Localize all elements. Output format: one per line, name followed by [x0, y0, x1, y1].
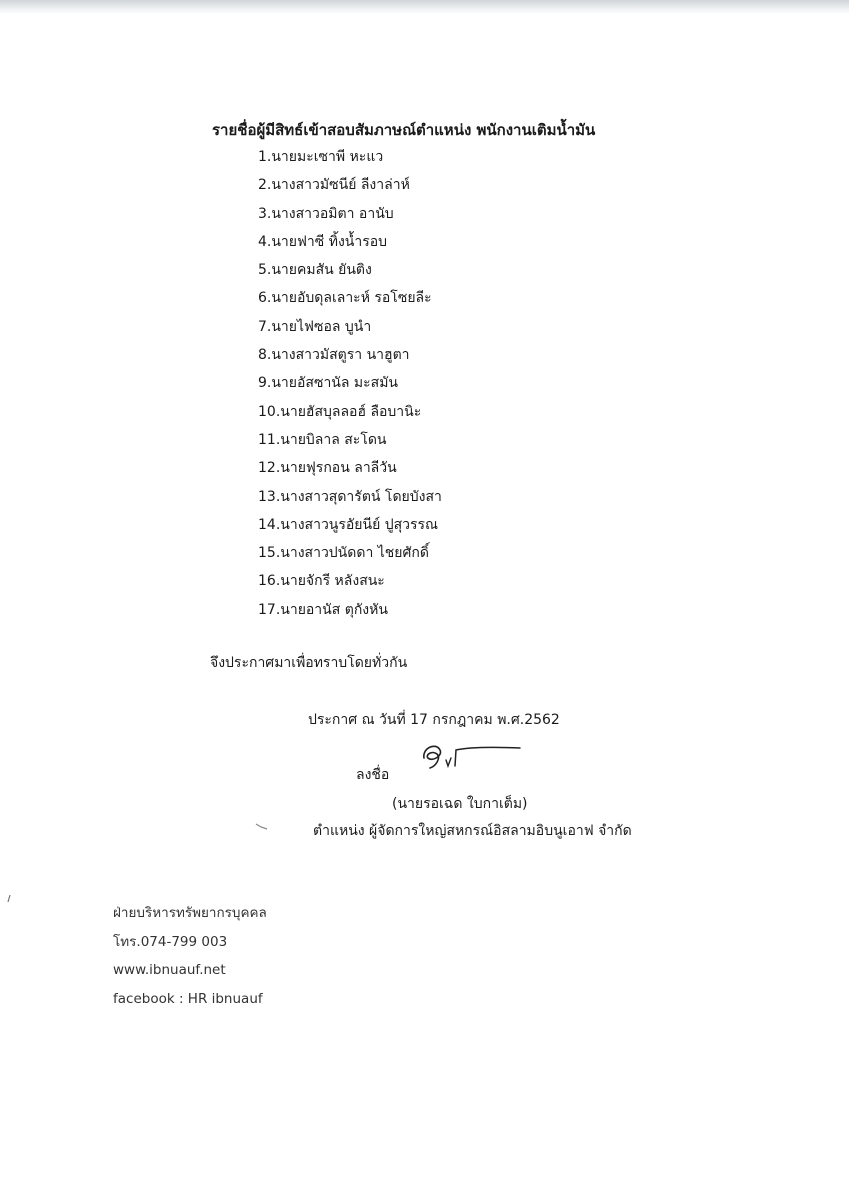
candidate-item: 16.นายจักรี หลังสนะ: [258, 573, 385, 590]
candidate-item: 12.นายฟุรกอน ลาลีวัน: [258, 460, 397, 477]
contact-footer: [113, 903, 267, 1017]
candidate-item: 3.นางสาวอมิตา อานับ: [258, 205, 394, 222]
candidate-item: 9.นายอัสซานัล มะสมัน: [258, 375, 398, 392]
ink-speck: [255, 822, 269, 832]
candidate-item: 11.นายบิลาล สะโดน: [258, 431, 387, 448]
scan-edge-shadow: [0, 0, 849, 14]
footer-department: ฝ่ายบริหารทรัพยากรบุคคล: [113, 905, 267, 921]
candidate-item: 10.นายฮัสบุลลอฮ์ ลือบานิะ: [258, 403, 422, 420]
candidate-item: 4.นายฟาซี ทิ้งน้ำรอบ: [258, 233, 388, 250]
footer-website: www.ibnuauf.net: [113, 962, 226, 978]
candidate-item: 7.นายไฟซอล บูนำ: [258, 318, 372, 335]
candidate-item: 14.นางสาวนูรอัยนีย์ ปูสุวรรณ: [258, 516, 439, 533]
candidate-item: 2.นางสาวมัซนีย์ ลีงาล่าห์: [258, 177, 410, 194]
announcement-date: ประกาศ ณ วันที่ 17 กรกฎาคม พ.ศ.2562: [308, 712, 560, 728]
signer-name: (นายรอเฉด ใบกาเต็ม): [392, 796, 528, 812]
candidate-item: 15.นางสาวปนัดดา ไชยศักดิ์: [258, 545, 429, 562]
signature-label: ลงชื่อ: [356, 767, 390, 783]
candidate-item: 17.นายอานัส ตุกังหัน: [258, 601, 388, 618]
footer-phone: โทร.074-799 003: [113, 933, 228, 950]
candidate-item: 13.นางสาวสุดารัตน์ โดยบังสา: [258, 488, 442, 505]
candidate-item: 6.นายอับดุลเลาะห์ รอโซยลีะ: [258, 290, 432, 307]
candidate-item: 1.นายมะเซาพี หะแว: [258, 149, 384, 165]
signer-position: ตำแหน่ง ผู้จัดการใหญ่สหกรณ์อิสลามอิบนูเอาฟ จำกัด: [313, 823, 632, 839]
ink-speck: [6, 894, 12, 904]
candidate-list: [258, 147, 442, 628]
candidate-item: 8.นางสาวมัสตูรา นาฮูตา: [258, 347, 410, 364]
footer-facebook: facebook : HR ibnuauf: [113, 990, 263, 1007]
document-title: รายชื่อผู้มีสิทธ์เข้าสอบสัมภาษณ์ตำแหน่ง พนักงานเติมน้ำมัน: [212, 121, 596, 139]
handwritten-signature: [420, 738, 525, 780]
candidate-item: 5.นายคมสัน ยันติง: [258, 262, 372, 279]
closing-statement: จึงประกาศมาเพื่อทราบโดยทั่วกัน: [210, 655, 408, 671]
